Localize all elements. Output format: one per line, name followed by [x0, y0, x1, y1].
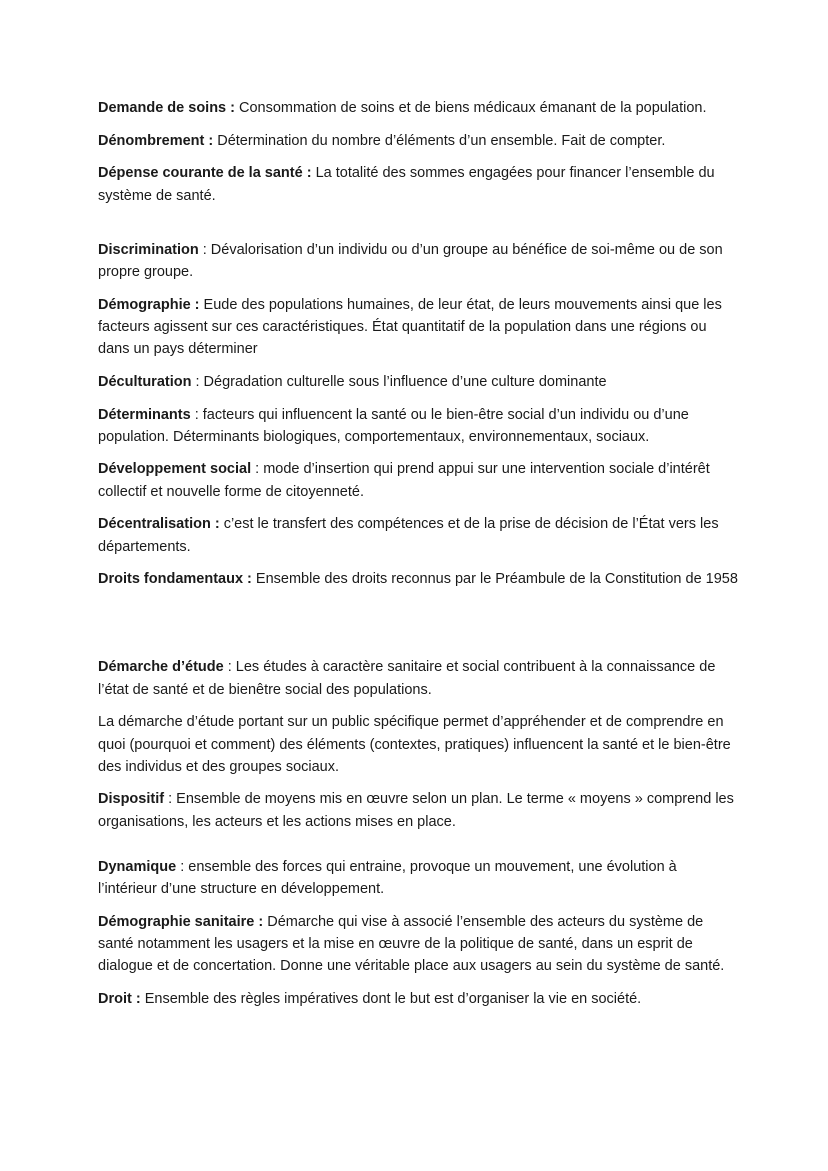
entry-term: Dénombrement :: [98, 132, 214, 149]
entry-dynamique: [98, 856, 738, 900]
entry-term: Déterminants: [98, 406, 191, 423]
entry-term: Décentralisation :: [98, 516, 220, 533]
entry-definition: : Les études à caractère sanitaire et social contribuent à la connaissance de l’état de santé et de bienêtre social des populations.: [98, 659, 716, 698]
entry-definition: Démarche qui vise à associé l’ensemble des acteurs du système de santé notamment les usagers et la mise en œuvre de la politique de santé, dans un esprit de dialogue et de concertation. Donne une véritable place aux usagers au sein du système de santé.: [98, 913, 725, 975]
entry-definition: : mode d’insertion qui prend appui sur une intervention sociale d’intérêt collectif et nouvelle forme de citoyenneté.: [98, 461, 710, 500]
entry-definition: : Ensemble de moyens mis en œuvre selon un plan. Le terme « moyens » comprend les organisations, les acteurs et les actions mises en place.: [98, 791, 734, 830]
entry-deculturation: [98, 371, 738, 393]
entry-definition: c’est le transfert des compétences et de la prise de décision de l’État vers les départements.: [98, 516, 719, 555]
entry-demarche-detude-paragraph: [98, 711, 738, 778]
entry-term: Dispositif: [98, 791, 165, 808]
entry-term: Discrimination: [98, 241, 199, 258]
entry-definition: Eude des populations humaines, de leur état, de leurs mouvements ainsi que les facteurs agissent sur ces caractéristiques. État quantitatif de la population dans une régions ou dans un pays déterminer: [98, 296, 722, 358]
entry-definition: : Dévalorisation d’un individu ou d’un groupe au bénéfice de soi-même ou de son propre groupe.: [98, 241, 723, 281]
entry-definition: Consommation de soins et de biens médicaux émanant de la population.: [234, 100, 707, 116]
entry-demographie: [98, 294, 738, 361]
entry-definition: Détermination du nombre d’éléments d’un ensemble. Fait de compter.: [213, 132, 666, 149]
entry-decentralisation: [98, 513, 738, 557]
entry-denombrement: [98, 130, 738, 152]
entry-definition: Ensemble des droits reconnus par le Préambule de la Constitution de 1958: [251, 571, 738, 588]
entry-definition: : Dégradation culturelle sous l’influence d’une culture dominante: [191, 373, 607, 390]
entry-term: Dynamique: [98, 858, 177, 875]
entry-term: Droits fondamentaux :: [98, 571, 252, 588]
entry-term: Droit :: [98, 990, 141, 1007]
entry-discrimination: [98, 239, 738, 283]
entry-demande-de-soins: [98, 97, 738, 119]
entry-definition: : ensemble des forces qui entraine, provoque un mouvement, une évolution à l’intérieur d’une structure en développement.: [98, 858, 677, 898]
entry-term: Déculturation: [98, 373, 192, 390]
entry-demographie-sanitaire: [98, 911, 738, 978]
entry-droit: [98, 988, 738, 1010]
entry-droits-fondamentaux: [98, 568, 738, 590]
entry-depense-courante: [98, 162, 738, 206]
entry-definition: : facteurs qui influencent la santé ou le bien-être social d’un individu ou d’une population. Déterminants biologiques, comportementaux, environnementaux, sociaux.: [98, 406, 689, 445]
entry-definition: La totalité des sommes engagées pour financer l’ensemble du système de santé.: [98, 165, 715, 204]
entry-dispositif: [98, 788, 738, 832]
entry-term: Demande de soins :: [98, 100, 235, 116]
entry-term: Démographie sanitaire :: [98, 913, 264, 930]
entry-demarche-detude: [98, 656, 738, 700]
entry-term: Dépense courante de la santé :: [98, 165, 312, 182]
entry-developpement-social: [98, 458, 738, 502]
document-page: [98, 97, 738, 1021]
entry-definition: La démarche d’étude portant sur un public spécifique permet d’appréhender et de comprendre en quoi (pourquoi et comment) des éléments (contextes, pratiques) influencent la santé et le bien-être des individus et des groupes sociaux.: [98, 714, 731, 775]
entry-term: Démarche d’étude: [98, 659, 224, 676]
entry-term: Développement social: [98, 461, 252, 478]
entry-definition: Ensemble des règles impératives dont le but est d’organiser la vie en société.: [140, 990, 642, 1007]
entry-determinants: [98, 404, 738, 448]
entry-term: Démographie :: [98, 296, 200, 313]
